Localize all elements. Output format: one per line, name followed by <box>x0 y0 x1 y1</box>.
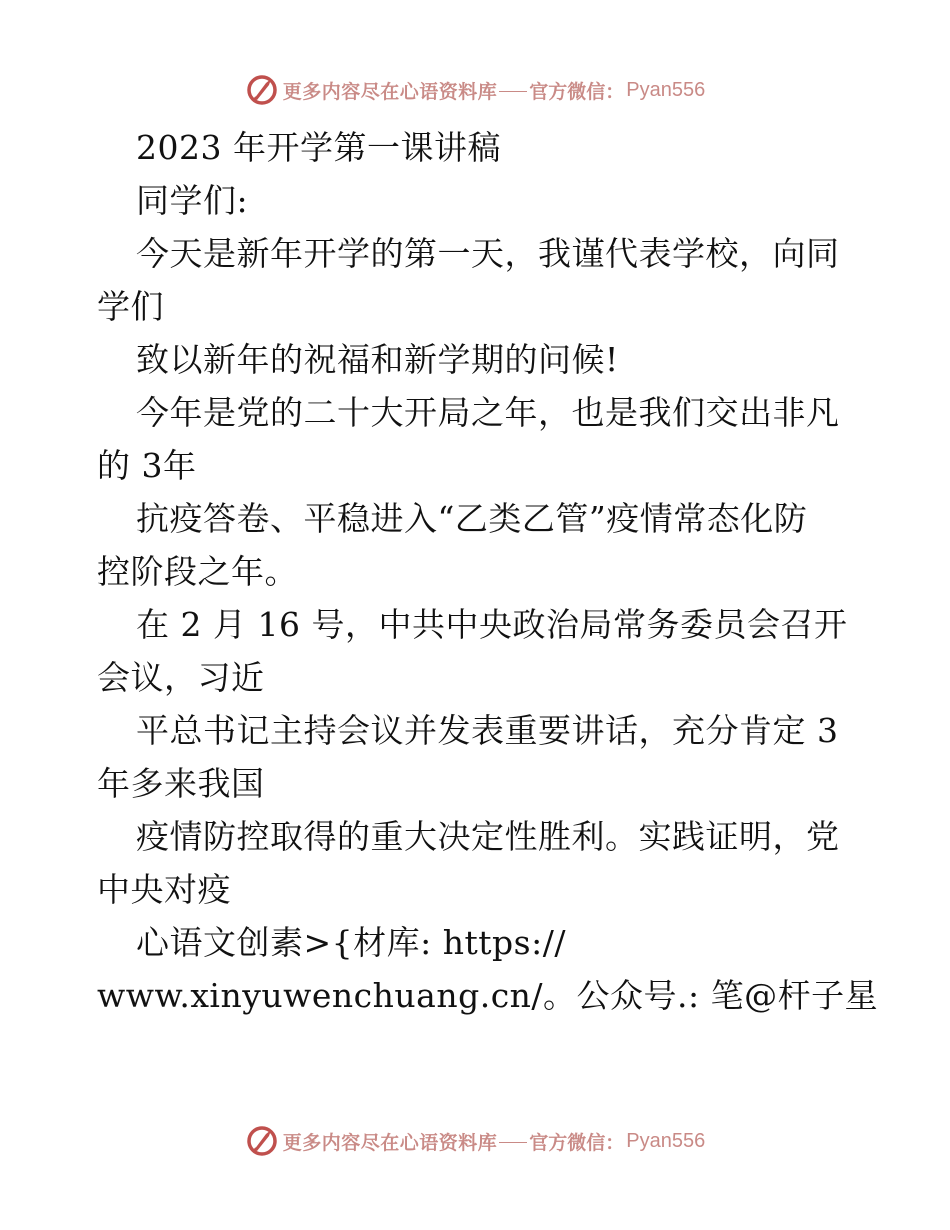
banner-wechat-label: 官方微信： <box>529 1131 625 1154</box>
text-line: 的 3年 <box>97 446 197 485</box>
text-line: 学们 <box>97 287 164 326</box>
document-body <box>97 121 879 1022</box>
banner-text: 更多内容尽在心语资料库 <box>282 80 498 103</box>
document-title: 2023 年开学第一课讲稿 <box>136 128 501 167</box>
header-banner <box>0 70 950 110</box>
text-line: 致以新年的祝福和新学期的问候! <box>136 340 619 379</box>
banner-wechat-id: Pyan556 <box>626 78 706 101</box>
banner-text: 更多内容尽在心语资料库 <box>282 1131 498 1154</box>
banner-dash <box>499 1142 527 1143</box>
text-line: 年多来我国 <box>97 764 265 803</box>
text-line: 同学们: <box>136 181 249 220</box>
text-line: www.xinyuwenchuang.cn/。公众号.: 笔@杆子星 <box>97 976 879 1015</box>
text-line: 今天是新年开学的第一天，我谨代表学校，向同 <box>136 234 840 273</box>
text-line: 抗疫答卷、平稳进入“乙类乙管”疫情常态化防 <box>136 499 808 538</box>
text-line: 会议，习近 <box>97 658 265 697</box>
text-line: 中央对疫 <box>97 870 231 909</box>
text-line: 平总书记主持会议并发表重要讲话，充分肯定 3 <box>136 711 839 750</box>
quill-pen-logo-icon <box>245 1124 279 1158</box>
text-line: 心语文创素>{材库: https:// <box>136 923 566 962</box>
banner-wechat-label: 官方微信： <box>529 80 625 103</box>
banner-wechat-id: Pyan556 <box>626 1129 706 1152</box>
text-line: 控阶段之年。 <box>97 552 298 591</box>
footer-banner <box>0 1121 950 1161</box>
quill-pen-logo-icon <box>245 73 279 107</box>
banner-dash <box>499 91 527 92</box>
text-line: 今年是党的二十大开局之年，也是我们交出非凡 <box>136 393 840 432</box>
text-line: 疫情防控取得的重大决定性胜利。实践证明，党 <box>136 817 840 856</box>
text-line: 在 2 月 16 号，中共中央政治局常务委员会召开 <box>136 605 848 644</box>
